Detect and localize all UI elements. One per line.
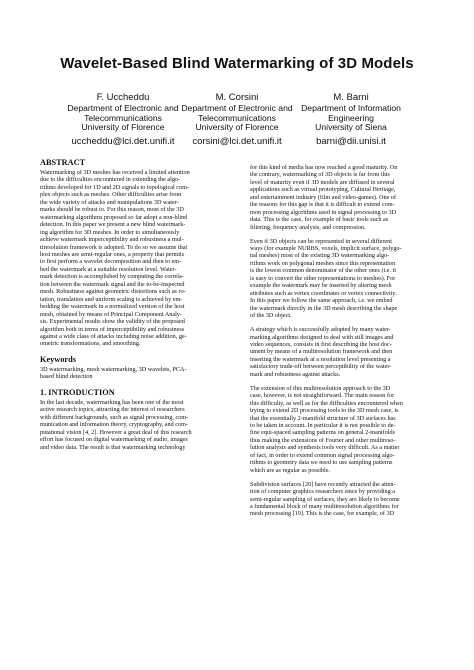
text-line: In this paper we follow the same approach, i.e. we embed	[250, 297, 393, 305]
text-line: bed the watermark at a suitable resolution level. Water-	[40, 265, 177, 273]
author-affiliation-line: Telecommunications	[198, 112, 276, 123]
text-line: example the watermark may be inserted by altering mesh	[250, 282, 392, 290]
author-affiliation-line: Telecommunications	[84, 112, 162, 123]
abstract-text	[40, 169, 232, 348]
body-paragraph	[250, 326, 442, 378]
text-line: to be taken in account. In particular it is not possible to de-	[250, 422, 396, 429]
text-line: trying to extend 2D processing tools to the 3D mesh case, is	[250, 407, 399, 415]
body-paragraph	[250, 238, 442, 320]
text-line: this difficulty, as well as for the difficulties encountered when	[250, 399, 403, 407]
text-line: 3D watermarking, mesh watermarking, 3D wavelets, PCA-	[40, 365, 187, 373]
text-line: based blind detection	[40, 373, 93, 381]
text-line: In the last decade, watermarking has been one of the most	[40, 398, 184, 406]
author-email: barni@dii.unisi.it	[316, 135, 386, 147]
text-line: detection. In this paper we present a new blind watermark-	[40, 221, 186, 229]
text-line: is easy to convert the other representations to meshes). For	[250, 274, 396, 282]
text-line: rithms to geometry data we need to use sampling patterns	[250, 459, 393, 467]
text-line: ing algorithm for 3D meshes. In order to simultaneously	[40, 228, 180, 236]
text-line: the contrary, watermarking of 3D objects is far from this	[250, 171, 390, 179]
keywords-heading: Keywords	[40, 354, 76, 364]
text-line: data. This is the case, for example of basic tools such as	[250, 216, 389, 224]
text-line: which are as regular as possible.	[250, 466, 331, 474]
author-affiliation-line: University of Siena	[315, 122, 387, 133]
body-paragraph	[250, 164, 442, 231]
body-paragraph	[250, 481, 442, 518]
paper-title: Wavelet-Based Blind Watermarking of 3D Models	[60, 55, 414, 72]
text-line: tation, translation and uniform scaling is achieved by em-	[40, 295, 183, 303]
author-affiliation-line: Department of Electronic and	[67, 103, 179, 113]
text-line: marking algorithms designed to deal with still images and	[250, 333, 394, 341]
text-line: and entertainment industry (film and video-games). One of	[250, 193, 397, 201]
text-line: a fundamental block of many multiresolution algorithms for	[250, 503, 399, 511]
text-line: applications such as virtual prototyping, Cultural Heritage,	[250, 186, 396, 194]
text-line: active research topics, attracting the interest of researchers	[40, 406, 185, 414]
text-line: Even if 3D objects can be represented in several different	[250, 237, 392, 245]
text-line: nal meshes) most of the existing 3D watermarking algo-	[250, 252, 390, 260]
text-line: rithms developed for 1D and 2D signals to topological com-	[40, 183, 189, 191]
text-line: lution analysis and synthesis tools very difficult. As a matter	[250, 444, 400, 452]
text-line: the watermark directly in the 3D mesh describing the shape	[250, 304, 398, 312]
text-line: for this kind of media has now reached a good maturity. On	[250, 164, 398, 171]
text-line: that the essentially 2-manifold structure of 3D surfaces has	[250, 414, 396, 422]
text-line: Watermarking of 3D meshes has received a limited attention	[40, 169, 190, 176]
text-line: fine equi-spaced sampling patterns on general 2-manifolds	[250, 429, 396, 437]
left-column	[40, 158, 232, 451]
text-line: mesh processing [19]. This is the case, for example, of 3D	[250, 510, 395, 518]
author-affiliation-line: University of Florence	[81, 122, 165, 133]
text-line: plex objects such as meshes. Other difficulties arise from	[40, 191, 182, 199]
text-line: the wide variety of attacks and manipulations 3D water-	[40, 198, 179, 206]
text-line: satisfactory trade-off between perceptibility of the water-	[250, 363, 392, 371]
text-line: mark detection is accomplished by computing the correla-	[40, 273, 184, 281]
text-line: of fact, in order to extend common signal processing algo-	[250, 451, 395, 459]
author-email: corsini@lci.det.unifi.it	[192, 135, 282, 147]
text-line: the reasons for this gap is that it is difficult to extend com-	[250, 201, 395, 209]
text-line: ometric transformations, and smoothing.	[40, 340, 141, 348]
text-line: munication and information theory, cryptography, and com-	[40, 421, 188, 429]
text-line: algorithm both in terms of imperceptibility and robustness	[40, 325, 185, 333]
text-line: Subdivision surfaces [20] have recently attracted the atten-	[250, 480, 396, 488]
text-line: attributes such as vertex coordinates or vertex connectivity.	[250, 289, 397, 297]
right-column	[250, 164, 442, 518]
text-line: achieve watermark imperceptibility and robustness a mul-	[40, 236, 184, 244]
keywords-text	[40, 366, 232, 381]
author-affiliation-line: Department of Information	[301, 103, 401, 113]
introduction-text	[40, 399, 232, 451]
text-line: and video data. The result is that watermarking technology	[40, 443, 186, 451]
text-line: sis. Experimental results show the validity of the proposed	[40, 318, 185, 326]
body-paragraph	[250, 385, 442, 474]
author-email: uccheddu@lci.det.unifi.it	[71, 135, 175, 147]
text-line: video sequences, consists in first describing the host doc-	[250, 340, 392, 348]
text-line: mesh. Robustness against geometric distortions such as ro-	[40, 288, 186, 296]
text-line: thus making the extensions of Fourier and other multireso-	[250, 436, 396, 444]
text-line: tion of computer graphics researchers since by providing a	[250, 488, 396, 496]
text-line: watermarking algorithms proposed so far adopt a non-blind	[40, 213, 188, 221]
text-line: is the lowest common denominator of the other ones (i.e. it	[250, 267, 397, 275]
text-line: marks should be robust to. For this reason, most of the 3D	[40, 206, 184, 214]
text-line: bedding the watermark in a normalized version of the host	[40, 303, 185, 311]
text-line: level of maturity even if 3D models are diffused in several	[250, 178, 395, 186]
text-line: ument by means of a multiresolution framework and then	[250, 348, 393, 356]
text-line: A strategy which is successfully adopted by many water-	[250, 326, 391, 334]
author-name: M. Barni	[333, 92, 369, 103]
introduction-heading: 1. INTRODUCTION	[40, 387, 115, 397]
author-affiliation-line: University of Florence	[195, 122, 279, 133]
text-line: putational vision [4, 2]. However a great deal of this research	[40, 428, 192, 436]
text-line: tiresolution framework is adopted. To do so we assume that	[40, 243, 188, 251]
author-name: F. Uccheddu	[96, 92, 150, 103]
abstract-heading: ABSTRACT	[40, 158, 86, 167]
text-line: mark and robustness against attacks.	[250, 370, 341, 378]
text-line: mon processing algorithms used in signal processing to 3D	[250, 208, 397, 216]
author-name: M. Corsini	[215, 92, 259, 103]
text-line: ways (for example NURBS, voxels, implicit surface, polygo-	[250, 245, 402, 253]
text-line: case, however, is not straightforward. The main reason for	[250, 392, 395, 400]
text-line: The extension of this multiresolution approach to the 3D	[250, 384, 391, 392]
text-line: tion between the watermark signal and the to-be-inspected	[40, 280, 185, 288]
text-line: due to the difficulties encountered in extending the algo-	[40, 176, 181, 184]
text-line: effort has focused on digital watermarking of audio, images	[40, 436, 188, 444]
text-line: mesh, obtained by means of Principal Component Analy-	[40, 310, 182, 318]
text-line: with different backgrounds, such as signal processing, com-	[40, 413, 189, 421]
author-affiliation-line: Department of Electronic and	[181, 103, 293, 113]
author-block	[276, 92, 426, 147]
text-line: host meshes are semi-regular ones, a property that permits	[40, 250, 185, 258]
text-line: to first perform a wavelet decomposition and then to em-	[40, 258, 182, 266]
text-line: against a wide class of attacks including noise addition, ge-	[40, 332, 187, 340]
text-line: semi-regular sampling of surfaces, they are likely to become	[250, 495, 400, 503]
text-line: rithms work on polygonal meshes since this representation	[250, 259, 396, 267]
author-affiliation-line: Engineering	[328, 112, 374, 123]
text-line: of the 3D object.	[250, 312, 292, 320]
text-line: inserting the watermark at a resolution level presenting a	[250, 355, 391, 363]
text-line: filtering, frequency analysis, and compression.	[250, 223, 366, 231]
